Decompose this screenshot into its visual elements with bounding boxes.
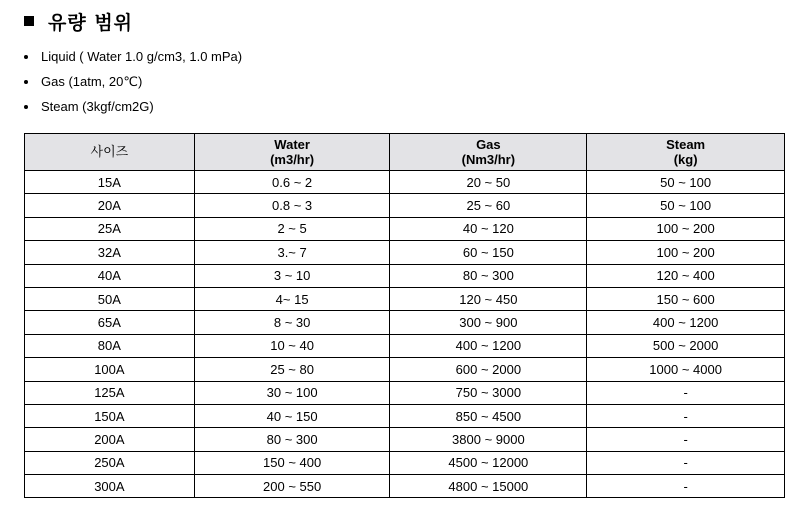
cell-gas: 4800 ~ 15000 — [390, 475, 587, 498]
cell-water: 40 ~ 150 — [194, 404, 390, 427]
list-item — [24, 44, 242, 69]
table-row — [25, 381, 785, 404]
cell-water: 3.~ 7 — [194, 241, 390, 264]
cell-water: 4~ 15 — [194, 287, 390, 310]
header-gas-unit: (Nm3/hr) — [461, 152, 516, 167]
table-row — [25, 217, 785, 240]
cell-water: 0.6 ~ 2 — [194, 171, 390, 194]
cell-steam: 50 ~ 100 — [587, 194, 785, 217]
header-gas — [390, 134, 587, 171]
bullet-icon — [24, 105, 28, 109]
cell-gas: 25 ~ 60 — [390, 194, 587, 217]
header-steam-unit: (kg) — [673, 152, 698, 167]
cell-gas: 850 ~ 4500 — [390, 404, 587, 427]
cell-water: 200 ~ 550 — [194, 475, 390, 498]
cell-water: 8 ~ 30 — [194, 311, 390, 334]
cell-size: 20A — [25, 194, 195, 217]
flow-range-table — [24, 133, 785, 498]
header-steam — [587, 134, 785, 171]
cell-water: 80 ~ 300 — [194, 428, 390, 451]
cell-size: 250A — [25, 451, 195, 474]
cell-size: 15A — [25, 171, 195, 194]
section-heading — [24, 8, 133, 34]
cell-steam: - — [587, 404, 785, 427]
table-row — [25, 404, 785, 427]
cell-size: 100A — [25, 358, 195, 381]
table-row — [25, 194, 785, 217]
cell-gas: 750 ~ 3000 — [390, 381, 587, 404]
condition-steam: Steam (3kgf/cm2G) — [41, 99, 154, 114]
black-square-icon — [24, 16, 34, 26]
cell-gas: 3800 ~ 9000 — [390, 428, 587, 451]
table-row — [25, 264, 785, 287]
cell-size: 150A — [25, 404, 195, 427]
list-item — [24, 69, 242, 94]
table-row — [25, 287, 785, 310]
table-row — [25, 475, 785, 498]
cell-gas: 60 ~ 150 — [390, 241, 587, 264]
cell-steam: 120 ~ 400 — [587, 264, 785, 287]
cell-steam: 500 ~ 2000 — [587, 334, 785, 357]
cell-water: 3 ~ 10 — [194, 264, 390, 287]
cell-gas: 20 ~ 50 — [390, 171, 587, 194]
cell-size: 125A — [25, 381, 195, 404]
cell-water: 30 ~ 100 — [194, 381, 390, 404]
bullet-icon — [24, 80, 28, 84]
header-size-label: 사이즈 — [90, 144, 129, 160]
cell-water: 25 ~ 80 — [194, 358, 390, 381]
condition-list — [24, 44, 242, 119]
cell-gas: 80 ~ 300 — [390, 264, 587, 287]
cell-steam: - — [587, 451, 785, 474]
table-row — [25, 451, 785, 474]
cell-size: 200A — [25, 428, 195, 451]
table-row — [25, 428, 785, 451]
cell-size: 80A — [25, 334, 195, 357]
cell-water: 150 ~ 400 — [194, 451, 390, 474]
cell-gas: 4500 ~ 12000 — [390, 451, 587, 474]
table-header-row — [25, 134, 785, 171]
cell-water: 0.8 ~ 3 — [194, 194, 390, 217]
cell-gas: 300 ~ 900 — [390, 311, 587, 334]
header-water-unit: (m3/hr) — [270, 152, 315, 167]
header-water-label: Water — [274, 137, 310, 152]
cell-gas: 40 ~ 120 — [390, 217, 587, 240]
table-row — [25, 311, 785, 334]
condition-gas: Gas (1atm, 20℃) — [41, 73, 143, 89]
list-item — [24, 94, 242, 119]
cell-steam: - — [587, 381, 785, 404]
cell-size: 25A — [25, 217, 195, 240]
cell-gas: 600 ~ 2000 — [390, 358, 587, 381]
cell-steam: - — [587, 475, 785, 498]
header-size — [25, 134, 195, 171]
header-gas-label: Gas — [476, 137, 501, 152]
table-body — [25, 171, 785, 498]
cell-gas: 120 ~ 450 — [390, 287, 587, 310]
table-row — [25, 358, 785, 381]
cell-size: 32A — [25, 241, 195, 264]
section-title: 유량 범위 — [48, 11, 134, 34]
cell-size: 40A — [25, 264, 195, 287]
cell-steam: 50 ~ 100 — [587, 171, 785, 194]
cell-size: 65A — [25, 311, 195, 334]
cell-steam: 100 ~ 200 — [587, 217, 785, 240]
cell-size: 50A — [25, 287, 195, 310]
table-row — [25, 334, 785, 357]
header-steam-label: Steam — [666, 137, 706, 152]
cell-size: 300A — [25, 475, 195, 498]
table-row — [25, 241, 785, 264]
header-water — [194, 134, 390, 171]
cell-steam: - — [587, 428, 785, 451]
table-row — [25, 171, 785, 194]
cell-water: 10 ~ 40 — [194, 334, 390, 357]
cell-steam: 1000 ~ 4000 — [587, 358, 785, 381]
cell-water: 2 ~ 5 — [194, 217, 390, 240]
cell-steam: 400 ~ 1200 — [587, 311, 785, 334]
cell-steam: 150 ~ 600 — [587, 287, 785, 310]
cell-gas: 400 ~ 1200 — [390, 334, 587, 357]
cell-steam: 100 ~ 200 — [587, 241, 785, 264]
condition-liquid: Liquid ( Water 1.0 g/cm3, 1.0 mPa) — [41, 49, 243, 64]
bullet-icon — [24, 55, 28, 59]
